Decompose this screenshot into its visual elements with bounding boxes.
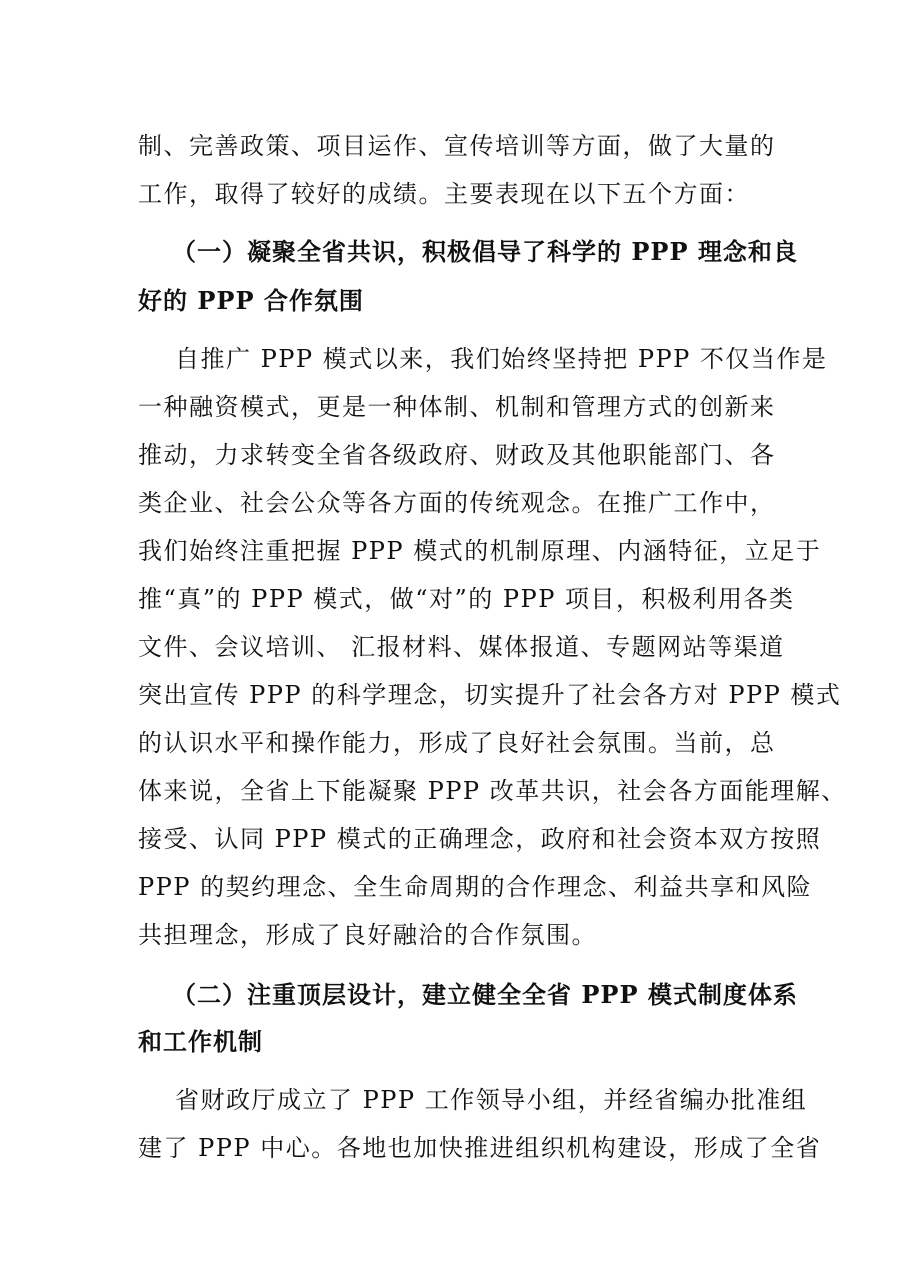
body-text-line: 类企业、社会公众等各方面的传统观念。在推广工作中，	[138, 489, 776, 517]
section-heading-2: （二）注重顶层设计，建立健全全省 PPP 模式制度体系	[172, 980, 798, 1009]
body-text-line: 我们始终注重把握 PPP 模式的机制原理、内涵特征，立足于	[138, 537, 822, 565]
section-heading-1-continued: 好的 PPP 合作氛围	[138, 286, 364, 315]
body-text-line: 一种融资模式，更是一种体制、机制和管理方式的创新来	[138, 393, 776, 421]
body-text-line: 接受、认同 PPP 模式的正确理念，政府和社会资本双方按照	[138, 825, 822, 853]
body-text-line: PPP 的契约理念、全生命周期的合作理念、利益共享和风险	[138, 873, 813, 901]
body-text-line: 推“真”的 PPP 模式，做“对”的 PPP 项目，积极利用各类	[138, 585, 795, 613]
body-text-line: 体来说，全省上下能凝聚 PPP 改革共识，社会各方面能理解、	[138, 777, 847, 805]
body-text-line: 突出宣传 PPP 的科学理念，切实提升了社会各方对 PPP 模式	[138, 681, 842, 709]
body-text-line: 自推广 PPP 模式以来，我们始终坚持把 PPP 不仅当作是	[175, 345, 828, 373]
body-text-line: 文件、会议培训、 汇报材料、媒体报道、专题网站等渠道	[138, 633, 785, 661]
body-text-line: 共担理念，形成了良好融洽的合作氛围。	[138, 921, 597, 949]
body-text-line: 制、完善政策、项目运作、宣传培训等方面，做了大量的	[138, 132, 776, 160]
body-text-line: 建了 PPP 中心。各地也加快推进组织机构建设，形成了全省	[138, 1134, 822, 1162]
section-heading-1: （一）凝聚全省共识，积极倡导了科学的 PPP 理念和良	[172, 237, 798, 266]
body-text-line: 推动，力求转变全省各级政府、财政及其他职能部门、各	[138, 441, 776, 469]
body-text-line: 工作，取得了较好的成绩。主要表现在以下五个方面：	[138, 180, 750, 208]
section-heading-2-continued: 和工作机制	[138, 1027, 263, 1056]
body-text-line: 省财政厅成立了 PPP 工作领导小组，并经省编办批准组	[175, 1086, 808, 1114]
body-text-line: 的认识水平和操作能力，形成了良好社会氛围。当前，总	[138, 729, 776, 757]
